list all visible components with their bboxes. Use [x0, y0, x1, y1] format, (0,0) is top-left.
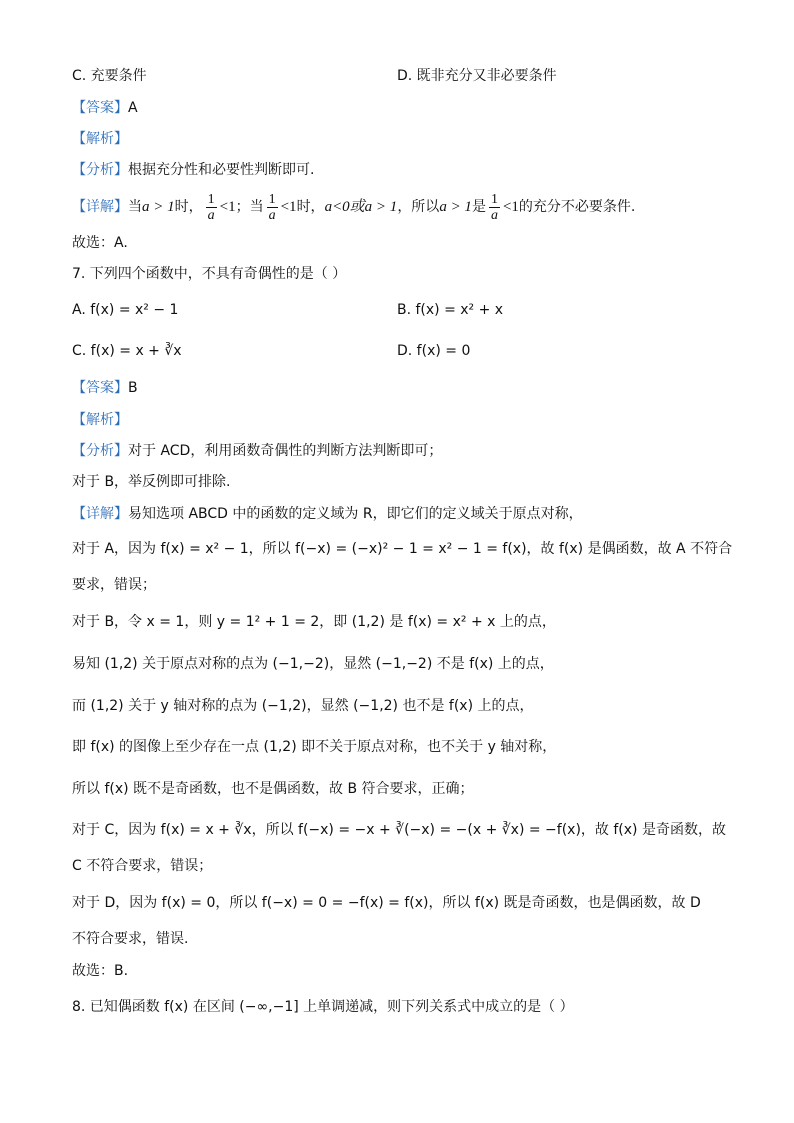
- detail-t5: ，所以: [397, 199, 440, 215]
- analysis-text: 根据充分性和必要性判断即可.: [128, 162, 315, 178]
- q7-option-c: C. f(x) = x + ∛x: [72, 343, 182, 359]
- q7-stem: 7. 下列四个函数中，不具有奇偶性的是（ ）: [72, 266, 347, 282]
- detail-t6: 是: [471, 199, 486, 215]
- q6-jiexi-tag: 【解析】: [72, 131, 128, 147]
- q7-option-d: D. f(x) = 0: [397, 343, 471, 359]
- detail-ineq-3: <1: [502, 199, 519, 215]
- analysis-text: 对于 ACD，利用函数奇偶性的判断方法判断即可；: [128, 443, 443, 459]
- q7-detail-line-3: 对于 B，令 x = 1，则 y = 1² + 1 = 2，即 (1,2) 是 f(x) = x² + x 上的点，: [72, 614, 556, 630]
- q7-detail-line-2: 要求，错误；: [72, 577, 156, 593]
- q7-option-a: A. f(x) = x² − 1: [72, 302, 179, 318]
- fraction-1-over-a: $\frac{1}{a}$: [207, 191, 215, 223]
- detail-text: 易知选项 ABCD 中的函数的定义域为 R，即它们的定义域关于原点对称，: [128, 506, 583, 522]
- q6-answer: [72, 98, 138, 118]
- q7-analysis-1: [72, 441, 442, 461]
- q6-conclusion: 故选：A.: [72, 235, 128, 251]
- detail-cond3: a > 1: [439, 199, 472, 215]
- q7-detail-line-11: 不符合要求，错误.: [72, 931, 189, 947]
- detail-cond2: a<0或a > 1: [324, 199, 398, 215]
- detail-ineq-2: <1: [280, 199, 297, 215]
- q6-detail: [72, 187, 635, 227]
- fraction-1-over-a-3: $\frac{1}{a}$: [490, 191, 498, 223]
- q7-detail-line-8: 对于 C，因为 f(x) = x + ∛x，所以 f(−x) = −x + ∛(−x) = −(x + ∛x) = −f(x)，故 f(x) 是奇函数，故: [72, 822, 726, 838]
- detail-t3: ；当: [235, 199, 264, 215]
- q7-detail-line-4: 易知 (1,2) 关于原点对称的点为 (−1,−2)，显然 (−1,−2) 不是 f(x) 上的点，: [72, 656, 554, 672]
- q7-answer: [72, 378, 138, 398]
- q7-detail-line-6: 即 f(x) 的图像上至少存在一点 (1,2) 即不关于原点对称，也不关于 y 轴对称，: [72, 739, 557, 755]
- detail-t4: 时，: [296, 199, 325, 215]
- answer-value: B: [128, 380, 138, 396]
- q7-jiexi-tag: 【解析】: [72, 412, 128, 428]
- analysis-tag: 【分析】: [72, 443, 128, 459]
- detail-t7: 的充分不必要条件.: [518, 199, 636, 215]
- q6-analysis: [72, 160, 314, 180]
- q8-stem: 8. 已知偶函数 f(x) 在区间 (−∞,−1] 上单调递减，则下列关系式中成立的是（ ）: [72, 999, 574, 1015]
- detail-t2: 时，: [174, 199, 203, 215]
- fraction-1-over-a-2: $\frac{1}{a}$: [268, 191, 276, 223]
- q7-detail-line-0: [72, 504, 583, 524]
- q6-option-c: C. 充要条件: [72, 68, 147, 84]
- q7-detail-line-9: C 不符合要求，错误；: [72, 858, 213, 874]
- q7-detail-line-5: 而 (1,2) 关于 y 轴对称的点为 (−1,2)，显然 (−1,2) 也不是 f(x) 上的点，: [72, 698, 534, 714]
- analysis-tag: 【分析】: [72, 162, 128, 178]
- q7-detail-line-1: 对于 A，因为 f(x) = x² − 1，所以 f(−x) = (−x)² − 1 = x² − 1 = f(x)，故 f(x) 是偶函数，故 A 不符合: [72, 541, 733, 557]
- q7-detail-line-10: 对于 D，因为 f(x) = 0，所以 f(−x) = 0 = −f(x) = f(x)，所以 f(x) 既是奇函数，也是偶函数，故 D: [72, 895, 701, 911]
- detail-cond1: a > 1: [142, 199, 175, 215]
- q7-detail-line-7: 所以 f(x) 既不是奇函数，也不是偶函数，故 B 符合要求，正确；: [72, 781, 474, 797]
- detail-t1: 当: [128, 199, 142, 215]
- q7-conclusion: 故选：B.: [72, 963, 129, 979]
- answer-tag: 【答案】: [72, 100, 128, 116]
- detail-tag: 【详解】: [72, 199, 128, 215]
- answer-value: A: [128, 100, 138, 116]
- detail-tag: 【详解】: [72, 506, 128, 522]
- q6-option-d: D. 既非充分又非必要条件: [397, 68, 557, 84]
- q7-option-b: B. f(x) = x² + x: [397, 302, 504, 318]
- detail-ineq: <1: [219, 199, 236, 215]
- q7-analysis-2: 对于 B，举反例即可排除.: [72, 474, 231, 490]
- answer-tag: 【答案】: [72, 380, 128, 396]
